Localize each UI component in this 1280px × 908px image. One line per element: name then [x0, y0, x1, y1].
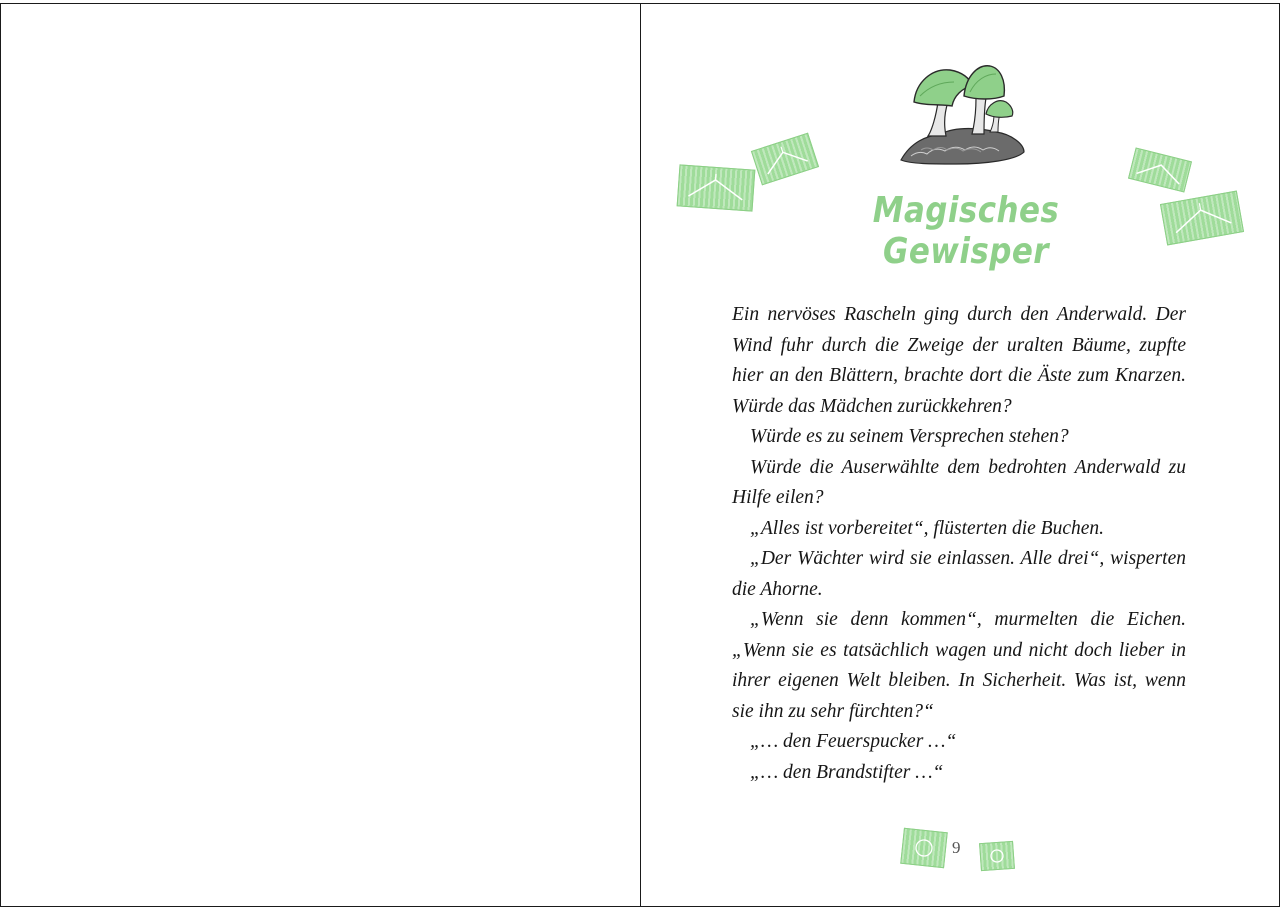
- paragraph: „… den Brandstifter …“: [750, 761, 944, 783]
- green-stamp-icon: [900, 828, 948, 868]
- green-stamp-icon: [979, 841, 1015, 871]
- right-page: [640, 3, 1280, 907]
- paragraph: „… den Feuerspucker …“: [750, 731, 957, 752]
- paragraph: Würde es zu seinem Versprechen stehen?: [750, 426, 1069, 447]
- page-number: 9: [952, 838, 961, 857]
- paragraph: „Der Wächter wird sie einlassen. Alle drei“, wisperten die Ahorne.: [732, 548, 1186, 600]
- paragraph: Ein nervöses Rascheln ging durch den Anderwald. Der Wind fuhr durch die Zweige der uralten Bäume, zupfte hier an den Blättern, brachte dort die Äste zum Knarzen. Würde das Mädchen zurückkehren?: [732, 304, 1186, 417]
- green-stamp-icon: [751, 133, 819, 186]
- paragraph: Würde die Auserwählte dem bedrohten Anderwald zu Hilfe eilen?: [732, 456, 1186, 508]
- paragraph: „Wenn sie denn kommen“, murmelten die Eichen. „Wenn sie es tatsächlich wagen und nicht doch lieber in ihrer eigenen Welt bleiben. In Sicherheit. Was ist, wenn sie ihn zu sehr fürchten?“: [732, 609, 1186, 722]
- green-stamp-icon: [1128, 147, 1192, 192]
- chapter-body: [732, 300, 1186, 788]
- chapter-title: Magisches Gewisper: [872, 190, 1060, 272]
- green-stamp-icon: [1160, 191, 1244, 246]
- paragraph: „Alles ist vorbereitet“, flüsterten die Buchen.: [750, 517, 1105, 539]
- left-page-blank: [0, 3, 641, 907]
- mushrooms-on-moss-icon: [896, 56, 1031, 168]
- green-stamp-icon: [677, 164, 756, 211]
